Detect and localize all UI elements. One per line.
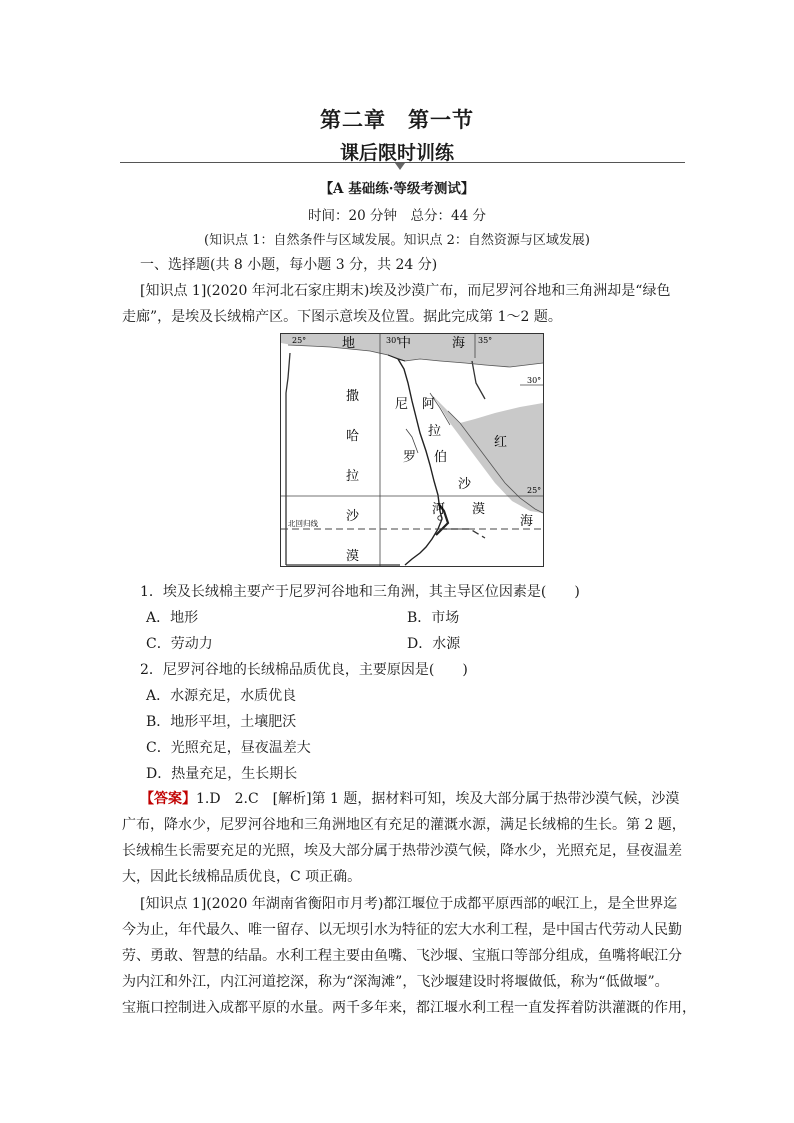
lon-30-label: 30° [386,336,401,345]
answer-tag: 【答案】 [140,791,196,807]
question-2-option-d[interactable]: D．热量充足，生长期长 [146,766,298,782]
question-1-option-a[interactable]: A．地形 [146,610,199,626]
sea-label-2: 中 [398,336,412,351]
passage-2-line-4: 为内江和外江，内江河道挖深，称为“深淘滩”，飞沙堰建设时将堰做低，称为“低做堰”。 [122,974,669,990]
passage-2-line-1: [知识点 1](2020 年湖南省衡阳市月考)都江堰位于成都平原西部的岷江上，是全世界迄 [140,896,678,912]
egypt-map [280,333,544,567]
question-2-option-c[interactable]: C．光照充足，昼夜温差大 [146,740,311,756]
passage-2-line-2: 今为止，年代最久、唯一留存、以无坝引水为特征的宏大水利工程，是中国古代劳动人民勤 [122,922,682,938]
arabian-label-1: 阿 [422,397,436,412]
lat-25-label: 25° [527,486,542,495]
sahara-label-1: 撒 [346,389,360,404]
answer-line-2: 广布，降水少，尼罗河谷地和三角洲地区有充足的灌溉水源，满足长绒棉的生长。第 2 题， [122,817,686,833]
page-subtitle: 课后限时训练 [339,142,454,164]
level-heading: 【A 基础练·等级考测试】 [319,181,475,197]
lon-35-label: 35° [478,336,493,345]
question-2-stem: 2．尼罗河谷地的长绒棉品质优良，主要原因是( ) [140,662,468,678]
question-2-option-b[interactable]: B．地形平坦，土壤肥沃 [146,714,297,730]
tropic-label: 北回归线 [288,519,318,528]
sahara-label-4: 沙 [346,509,360,524]
question-2-option-a[interactable]: A．水源充足，水质优良 [146,688,297,704]
knowledge-points: (知识点 1：自然条件与区域发展。知识点 2：自然资源与区域发展) [204,233,590,248]
chapter-title: 第二章 第一节 [320,107,474,132]
nile-label-2: 罗 [403,450,417,465]
divider-arrow-icon [395,163,405,170]
sahara-label-3: 拉 [346,469,360,484]
nile-label-1: 尼 [395,397,409,412]
sea-label-3: 海 [452,336,466,351]
answer-line-1-text: 1.D 2.C [解析]第 1 题，据材料可知，埃及大部分属于热带沙漠气候，沙漠 [196,791,680,807]
red-sea-label-2: 海 [520,514,534,529]
lon-25-label: 25° [292,336,307,345]
intro-line-2: 走廊”，是埃及长绒棉产区。下图示意埃及位置。据此完成第 1～2 题。 [122,309,562,325]
question-1-option-c[interactable]: C．劳动力 [146,636,213,652]
question-1-option-d[interactable]: D．水源 [407,636,461,652]
passage-2-line-5: 宝瓶口控制进入成都平原的水量。两千多年来，都江堰水利工程一直发挥着防洪灌溉的作用， [122,1000,696,1016]
sea-label-1: 地 [342,336,356,351]
arabian-label-5: 漠 [472,502,486,517]
question-1-stem: 1．埃及长绒棉主要产于尼罗河谷地和三角洲，其主导区位因素是( ) [140,584,580,600]
time-score: 时间：20 分钟 总分：44 分 [308,208,486,224]
arabian-label-3: 伯 [434,450,448,465]
sahara-label-2: 哈 [346,429,360,444]
intro-line-1: [知识点 1](2020 年河北石家庄期末)埃及沙漠广布，而尼罗河谷地和三角洲却是“绿色 [140,283,671,299]
question-1-option-b[interactable]: B．市场 [407,610,460,626]
arabian-label-2: 拉 [428,424,442,439]
red-sea-label-1: 红 [494,435,508,450]
answer-line-4: 大，因此长绒棉品质优良，C 项正确。 [122,869,362,885]
passage-2-line-3: 劳、勇敢、智慧的结晶。水利工程主要由鱼嘴、飞沙堰、宝瓶口等部分组成，鱼嘴将岷江分 [122,948,682,964]
answer-line-1 [140,786,679,812]
answer-line-3: 长绒棉生长需要充足的光照，埃及大部分属于热带沙漠气候，降水少，光照充足，昼夜温差 [122,843,682,859]
section-title: 一、选择题(共 8 小题，每小题 3 分，共 24 分) [140,257,438,273]
arabian-label-4: 沙 [458,477,472,492]
sahara-label-5: 漠 [346,549,360,564]
nile-label-3: 河 [432,502,446,517]
lat-30-label: 30° [527,376,542,385]
